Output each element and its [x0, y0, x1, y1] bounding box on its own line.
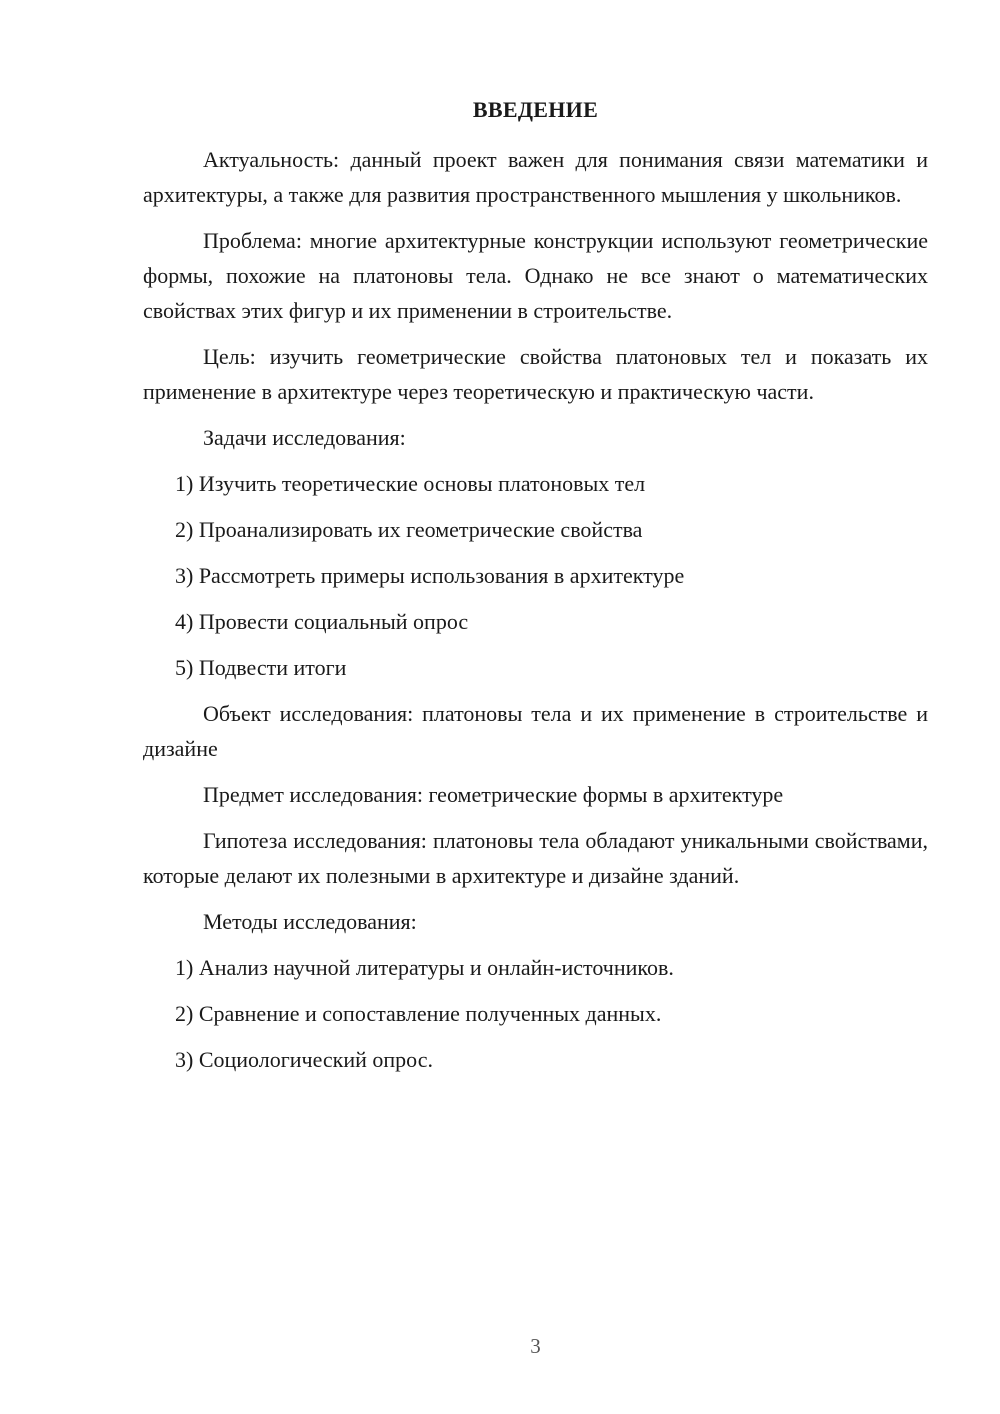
relevance-paragraph: Актуальность: данный проект важен для понимания связи математики и архитектуры, а также для развития пространственного мышления у школьников.	[143, 147, 928, 207]
document-body	[143, 142, 928, 1088]
method-item: 3) Социологический опрос.	[175, 1047, 433, 1072]
goal-paragraph: Цель: изучить геометрические свойства платоновых тел и показать их применение в архитектуре через теоретическую и практическую части.	[143, 344, 928, 404]
page-number: 3	[530, 1334, 541, 1358]
task-item: 2) Проанализировать их геометрические свойства	[175, 517, 643, 542]
methods-heading: Методы исследования:	[203, 909, 417, 934]
method-item: 1) Анализ научной литературы и онлайн-источников.	[175, 955, 674, 980]
task-item: 5) Подвести итоги	[175, 655, 347, 680]
tasks-heading: Задачи исследования:	[203, 425, 406, 450]
page-title: ВВЕДЕНИЕ	[472, 97, 599, 122]
task-item: 1) Изучить теоретические основы платоновых тел	[175, 471, 646, 496]
method-item: 2) Сравнение и сопоставление полученных данных.	[175, 1001, 662, 1026]
object-paragraph: Объект исследования: платоновы тела и их применение в строительстве и дизайне	[143, 701, 928, 761]
task-item: 3) Рассмотреть примеры использования в архитектуре	[175, 563, 685, 588]
task-item: 4) Провести социальный опрос	[175, 609, 469, 634]
document-page	[143, 0, 928, 1414]
hypothesis-paragraph: Гипотеза исследования: платоновы тела обладают уникальными свойствами, которые делают их полезными в архитектуре и дизайне зданий.	[143, 828, 928, 888]
problem-paragraph: Проблема: многие архитектурные конструкции используют геометрические формы, похожие на платоновы тела. Однако не все знают о математических свойствах этих фигур и их применении в строительстве.	[143, 228, 928, 323]
subject-paragraph: Предмет исследования: геометрические формы в архитектуре	[203, 782, 784, 807]
